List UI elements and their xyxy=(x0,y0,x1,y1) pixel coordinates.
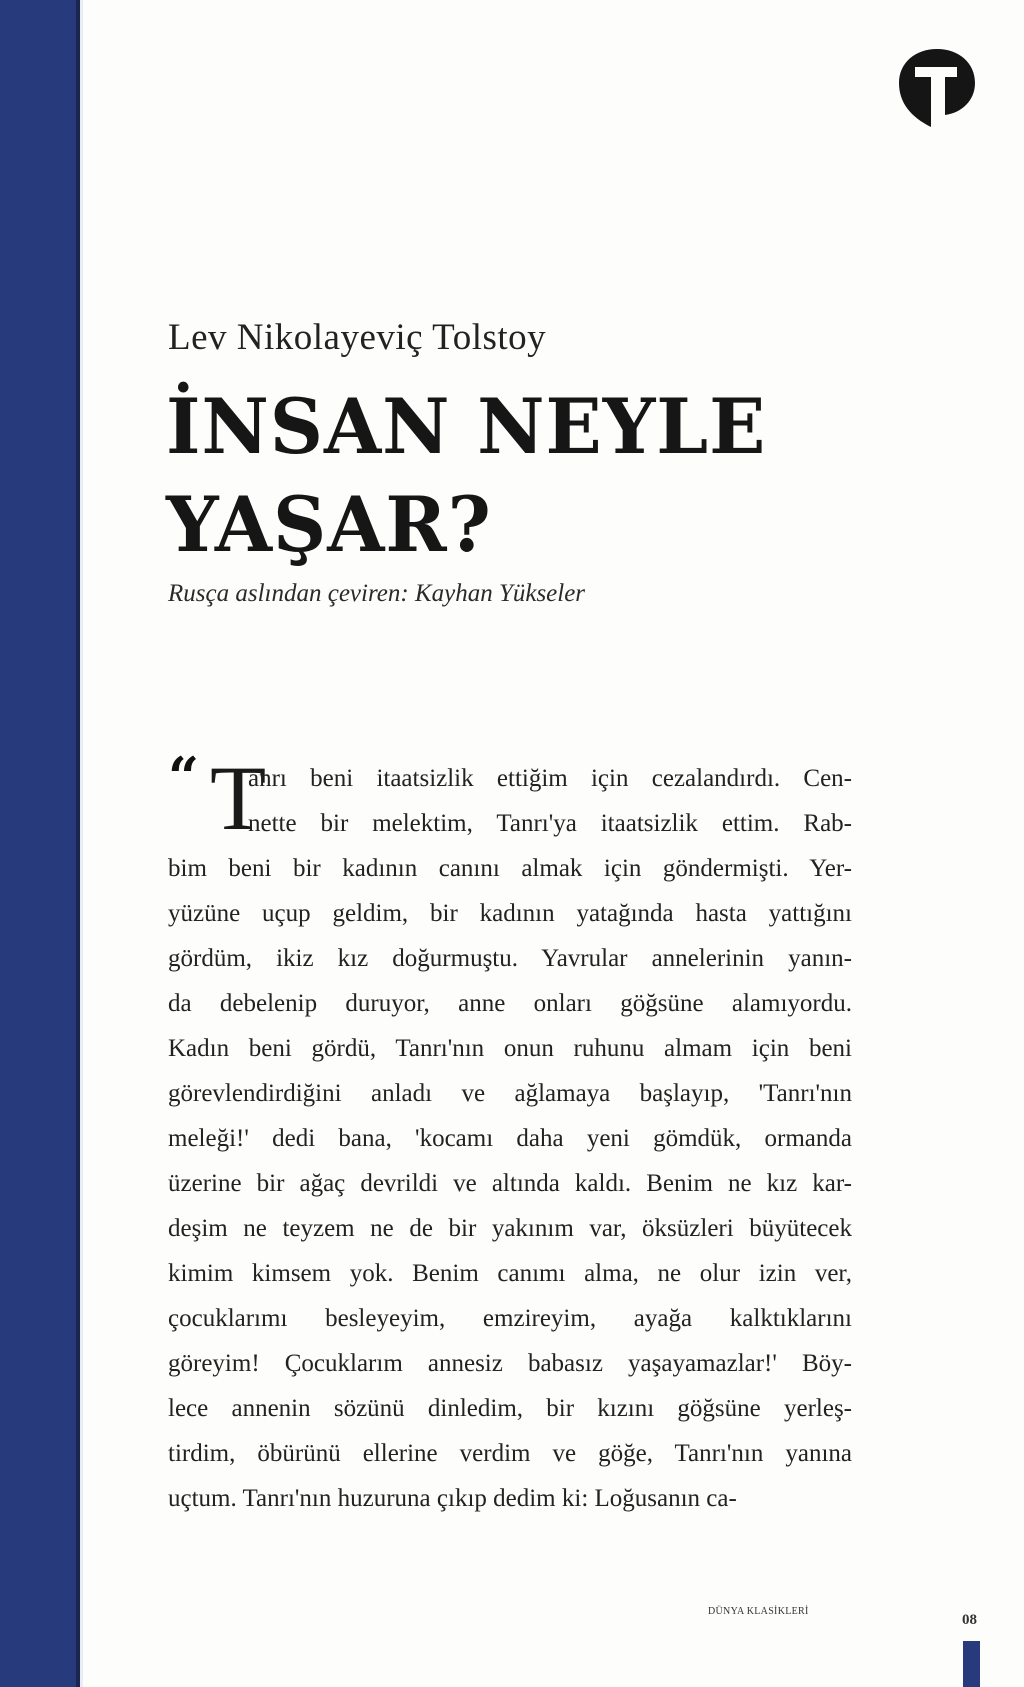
body-line: deşim ne teyzem ne de bir yakınım var, öksüzleri büyütecek xyxy=(168,1215,852,1242)
quote-body xyxy=(168,756,852,1521)
body-line: da debelenip duruyor, anne onları göğsüne alamıyordu. xyxy=(168,990,852,1017)
body-line: lece annenin sözünü dinledim, bir kızını göğsüne yerleş- xyxy=(168,1395,852,1422)
body-line: yüzüne uçup geldim, bir kadının yatağında hasta yattığını xyxy=(168,900,852,927)
body-line: anrı beni itaatsizlik ettiğim için cezalandırdı. Cen- xyxy=(248,765,852,792)
body-line: bim beni bir kadının canını almak için göndermişti. Yer- xyxy=(168,855,852,882)
opening-quote-mark: “ xyxy=(168,745,200,809)
body-line: meleği!' dedi bana, 'kocamı daha yeni gömdük, ormanda xyxy=(168,1125,852,1152)
body-line: çocuklarımı besleyeyim, emzireyim, ayağa kalktıklarını xyxy=(168,1305,852,1332)
body-line: görevlendirdiğini anladı ve ağlamaya başlayıp, 'Tanrı'nın xyxy=(168,1080,852,1107)
book-title xyxy=(166,378,766,574)
translator-credit: Rusça aslından çeviren: Kayhan Yükseler xyxy=(168,580,586,607)
drop-cap: T xyxy=(210,747,267,849)
publisher-logo-icon xyxy=(895,45,979,131)
body-line: nette bir melektim, Tanrı'ya itaatsizlik ettim. Rab- xyxy=(248,810,852,837)
page-number: 08 xyxy=(962,1612,977,1628)
body-line: Kadın beni gördü, Tanrı'nın onun ruhunu almam için beni xyxy=(168,1035,852,1062)
book-spine xyxy=(0,0,77,1687)
spine-highlight xyxy=(80,0,83,1687)
title-line-2: YAŞAR? xyxy=(166,480,492,569)
series-label: DÜNYA KLASİKLERİ xyxy=(708,1606,809,1617)
title-line-1: İNSAN NEYLE xyxy=(166,382,767,471)
body-line: uçtum. Tanrı'nın huzuruna çıkıp dedim ki: Loğusanın ca- xyxy=(168,1485,737,1512)
body-line: göreyim! Çocuklarım annesiz babasız yaşayamazlar!' Böy- xyxy=(168,1350,852,1377)
author-name: Lev Nikolayeviç Tolstoy xyxy=(168,317,547,358)
page-tab-marker xyxy=(963,1641,980,1687)
body-line: gördüm, ikiz kız doğurmuştu. Yavrular annelerinin yanın- xyxy=(168,945,852,972)
body-line: tirdim, öbürünü ellerine verdim ve göğe, Tanrı'nın yanına xyxy=(168,1440,852,1467)
body-line: kimim kimsem yok. Benim canımı alma, ne olur izin ver, xyxy=(168,1260,852,1287)
body-line: üzerine bir ağaç devrildi ve altında kaldı. Benim ne kız kar- xyxy=(168,1170,852,1197)
